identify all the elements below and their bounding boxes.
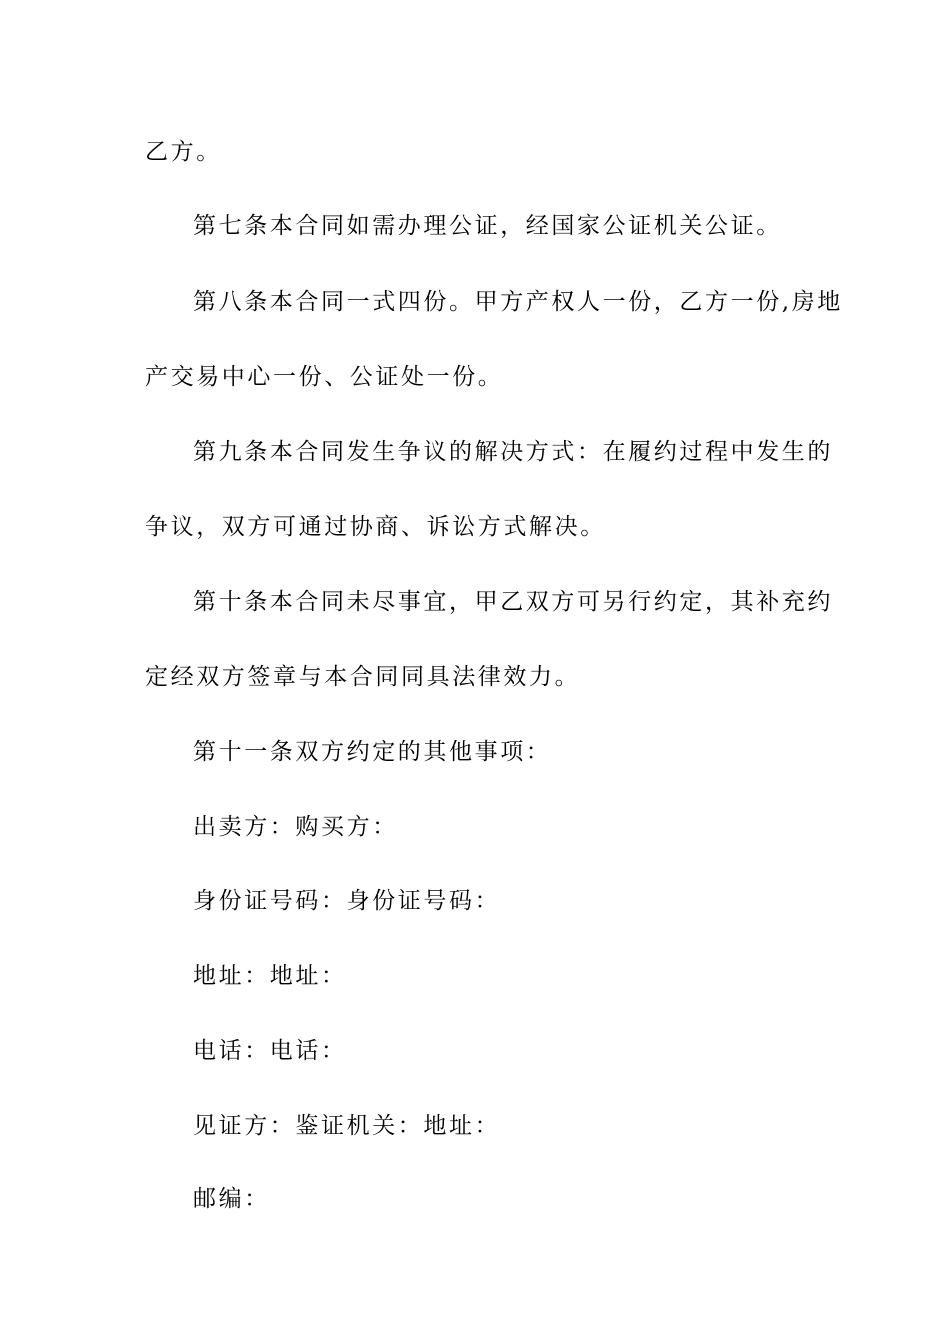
postal-code-line: 邮编： — [193, 1186, 270, 1212]
article-8: 第八条本合同一式四份。甲方产权人一份，乙方一份,房地 — [193, 289, 843, 315]
article-10-continued: 定经双方签章与本合同同具法律效力。 — [145, 664, 581, 690]
article-8-continued: 产交易中心一份、公证处一份。 — [145, 364, 504, 390]
id-number-line: 身份证号码：身份证号码： — [193, 888, 501, 914]
article-11: 第十一条双方约定的其他事项： — [193, 739, 552, 765]
phone-line: 电话：电话： — [193, 1038, 347, 1064]
address-line: 地址：地址： — [193, 963, 347, 989]
article-9-continued: 争议，双方可通过协商、诉讼方式解决。 — [145, 514, 606, 540]
parties-line: 出卖方：购买方： — [193, 814, 398, 840]
text-line: 乙方。 — [145, 139, 222, 165]
witness-line: 见证方：鉴证机关：地址： — [193, 1113, 501, 1139]
article-10: 第十条本合同未尽事宜，甲乙双方可另行约定，其补充约 — [193, 589, 833, 615]
article-7: 第七条本合同如需办理公证，经国家公证机关公证。 — [193, 213, 782, 239]
article-9: 第九条本合同发生争议的解决方式：在履约过程中发生的 — [193, 439, 833, 465]
